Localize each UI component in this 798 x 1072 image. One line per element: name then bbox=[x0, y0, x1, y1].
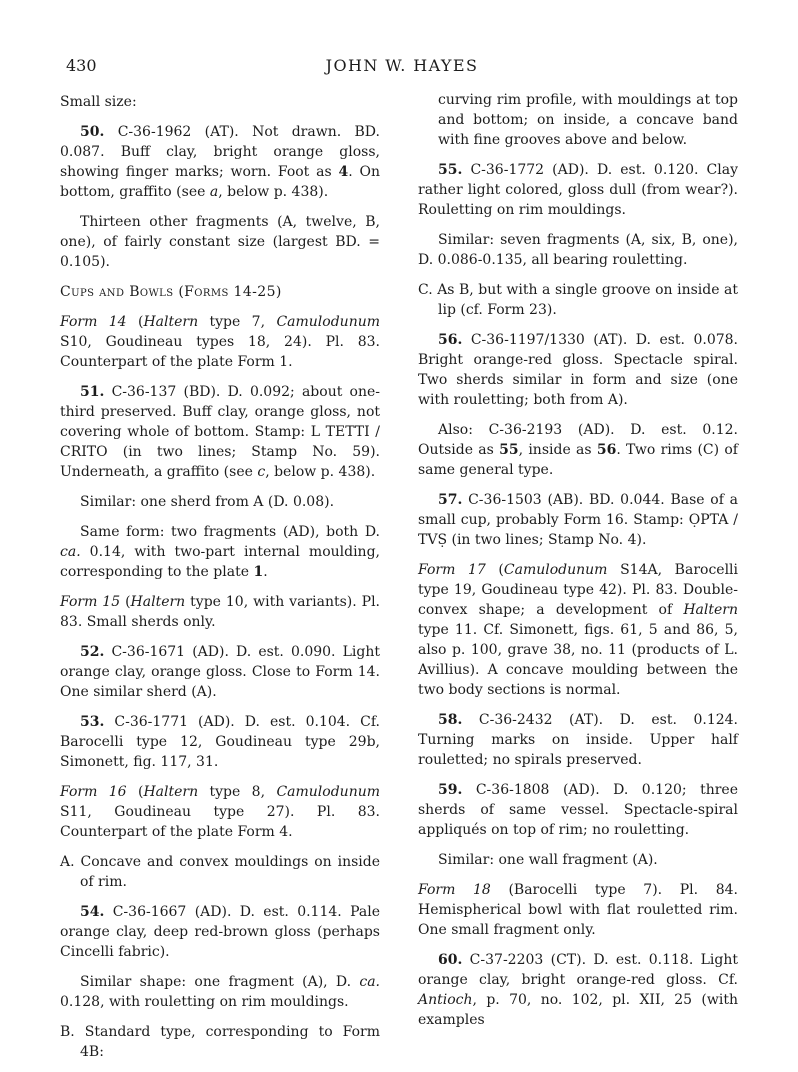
entry-text: C-36-1772 (AD). D. est. 0.120. Clay rather light colored, gloss dull (from wear?). Rouletting on rim mouldings. bbox=[418, 162, 738, 218]
form-label: Form 18 bbox=[418, 882, 491, 898]
entry-text: , p. 70, no. 102, pl. XII, 25 (with examples bbox=[418, 992, 738, 1028]
entry-text: C-36-1503 (AB). BD. 0.044. Base of a small cup, probably Form 16. Stamp: ỌPTA / TVṢ (in two lines; Stamp No. 4). bbox=[418, 492, 738, 548]
page-number: 430 bbox=[66, 56, 97, 75]
entry-number: 56. bbox=[438, 332, 463, 348]
entry-51 bbox=[60, 382, 380, 482]
form-ref: 1 bbox=[253, 564, 264, 580]
same-form bbox=[60, 522, 380, 582]
similar-51: Similar: one sherd from A (D. 0.08). bbox=[80, 494, 335, 510]
entry-58 bbox=[418, 710, 738, 770]
entry-number: 54. bbox=[80, 904, 105, 920]
text: S10, Goudineau types 18, 24). Pl. 83. Counterpart of the plate Form 1. bbox=[60, 334, 380, 370]
camulodunum-ref: Camulodunum bbox=[276, 784, 380, 800]
haltern-ref: Haltern bbox=[143, 784, 199, 800]
entry-ref: 56 bbox=[596, 442, 617, 458]
text: . Two rims (C) of same general type. bbox=[418, 442, 738, 478]
entry-53 bbox=[60, 712, 380, 772]
form-label: Form 16 bbox=[60, 784, 127, 800]
entry-text: C-36-1667 (AD). D. est. 0.114. Pale orange clay, deep red-brown gloss (perhaps Cincelli fabric). bbox=[60, 904, 380, 960]
entry-ref: 55 bbox=[499, 442, 519, 458]
form-ref: 4 bbox=[338, 164, 349, 180]
entry-55 bbox=[418, 160, 738, 220]
text: , inside as bbox=[518, 442, 597, 458]
entry-number: 60. bbox=[438, 952, 463, 968]
circa: ca. bbox=[359, 974, 380, 990]
entry-number: 53. bbox=[80, 714, 105, 730]
text: Also: C-36-2193 (AD). D. est. 0.12. Outside as bbox=[418, 422, 738, 458]
entry-number: 55. bbox=[438, 162, 463, 178]
text: type 11. Cf. Simonett, figs. 61, 5 and 86, 5, also p. 100, grave 38, no. 11 (products of L. Avillius). A concave moulding between the two body sections is normal. bbox=[418, 622, 738, 698]
text: type 7, bbox=[198, 314, 277, 330]
text: ( bbox=[120, 594, 131, 610]
entry-number: 52. bbox=[80, 644, 105, 660]
entry-56 bbox=[418, 330, 738, 410]
entry-text: , below p. 438). bbox=[218, 184, 329, 200]
entry-number: 51. bbox=[80, 384, 105, 400]
text: ( bbox=[485, 562, 504, 578]
entry-number: 59. bbox=[438, 782, 463, 798]
entry-text: . On bottom, graffito (see bbox=[60, 164, 380, 200]
entry-text: C-36-2432 (AT). D. est. 0.124. Turning marks on inside. Upper half rouletted; no spirals preserved. bbox=[418, 712, 738, 768]
form-17-intro bbox=[418, 560, 738, 700]
text: 0.14, with two-part internal moulding, corresponding to the plate bbox=[60, 544, 380, 580]
similar-59: Similar: one wall fragment (A). bbox=[438, 852, 658, 868]
similar-shape bbox=[60, 972, 380, 1012]
text: Same form: two fragments (AD), both D. bbox=[80, 524, 380, 540]
subtype-b-continued: curving rim profile, with mouldings at top and bottom; on inside, a concave band with fine grooves above and below. bbox=[438, 92, 738, 148]
entry-number: 58. bbox=[438, 712, 463, 728]
entry-59 bbox=[418, 780, 738, 840]
form-label: Form 15 bbox=[60, 594, 121, 610]
form-16-intro bbox=[60, 782, 380, 842]
graffito-ref: a bbox=[209, 184, 219, 200]
entry-text: C-36-1671 (AD). D. est. 0.090. Light orange clay, orange gloss. Close to Form 14. One similar sherd (A). bbox=[60, 644, 380, 700]
running-head: JOHN W. HAYES bbox=[325, 56, 479, 75]
entry-text: C-36-137 (BD). D. 0.092; about one-third preserved. Buff clay, orange gloss, not covering whole of bottom. Stamp: L TETTI / CRITO (in two lines; Stamp No. 59). Underneath, a graffito (see bbox=[60, 384, 380, 480]
entry-text: C-36-1808 (AD). D. 0.120; three sherds of same vessel. Spectacle-spiral appliqués on top of rim; no rouletting. bbox=[418, 782, 738, 838]
text: . bbox=[263, 564, 268, 580]
graffito-ref: c bbox=[257, 464, 266, 480]
antioch-ref: Antioch bbox=[418, 992, 473, 1008]
left-column bbox=[60, 92, 380, 1072]
haltern-ref: Haltern bbox=[683, 602, 738, 618]
entry-52 bbox=[60, 642, 380, 702]
small-size-heading: Small size: bbox=[60, 94, 137, 110]
entry-text: C-37-2203 (CT). D. est. 0.118. Light orange clay, bright orange-red gloss. Cf. bbox=[418, 952, 738, 988]
entry-number: 50. bbox=[80, 124, 105, 140]
text: 0.128, with rouletting on rim mouldings. bbox=[60, 994, 349, 1010]
subtype-c: C. As B, but with a single groove on inside at lip (cf. Form 23). bbox=[418, 282, 738, 318]
form-label: Form 17 bbox=[418, 562, 486, 578]
entry-text: , below p. 438). bbox=[265, 464, 376, 480]
form-18-intro bbox=[418, 880, 738, 940]
entry-text: C-36-1197/1330 (AT). D. est. 0.078. Bright orange-red gloss. Spectacle spiral. Two sherds similar in form and size (one with rouletting; both from A). bbox=[418, 332, 738, 408]
text: ( bbox=[126, 314, 144, 330]
text: Similar shape: one fragment (A), D. bbox=[80, 974, 360, 990]
similar-55: Similar: seven fragments (A, six, B, one), D. 0.086-0.135, all bearing rouletting. bbox=[418, 232, 738, 268]
text: type 10, with variants). Pl. 83. Small sherds only. bbox=[60, 594, 380, 630]
entry-54 bbox=[60, 902, 380, 962]
circa: ca. bbox=[60, 544, 81, 560]
camulodunum-ref: Camulodunum bbox=[503, 562, 608, 578]
entry-text: C-36-1962 (AT). Not drawn. BD. 0.087. Buff clay, bright orange gloss, showing finger marks; worn. Foot as bbox=[60, 124, 380, 180]
thirteen-fragments: Thirteen other fragments (A, twelve, B, one), of fairly constant size (largest BD. = 0.105). bbox=[60, 214, 380, 270]
page-header bbox=[66, 56, 738, 80]
entry-57 bbox=[418, 490, 738, 550]
haltern-ref: Haltern bbox=[130, 594, 186, 610]
camulodunum-ref: Camulodunum bbox=[276, 314, 380, 330]
text: S11, Goudineau type 27). Pl. 83. Counterpart of the plate Form 4. bbox=[60, 804, 380, 840]
form-label: Form 14 bbox=[60, 314, 127, 330]
entry-text: C-36-1771 (AD). D. est. 0.104. Cf. Barocelli type 12, Goudineau type 29b, Simonett, fig. 117, 31. bbox=[60, 714, 380, 770]
subtype-b: B. Standard type, corresponding to Form 4B: bbox=[60, 1024, 380, 1060]
subtype-a: A. Concave and convex mouldings on inside of rim. bbox=[60, 854, 380, 890]
form-14-intro bbox=[60, 312, 380, 372]
entry-60 bbox=[418, 950, 738, 1030]
form-15-intro bbox=[60, 592, 380, 632]
entry-50 bbox=[60, 122, 380, 202]
also-entry bbox=[418, 420, 738, 480]
text: S14A, Barocelli type 19, Goudineau type 42). Pl. 83. Double-convex shape; a development of bbox=[418, 562, 739, 618]
text: (Barocelli type 7). Pl. 84. Hemispherical bowl with flat rouletted rim. One small fragment only. bbox=[418, 882, 739, 938]
haltern-ref: Haltern bbox=[143, 314, 199, 330]
entry-number: 57. bbox=[438, 492, 463, 508]
right-column bbox=[418, 92, 738, 1040]
section-heading: Cups and Bowls (Forms 14-25) bbox=[60, 284, 282, 300]
text: type 8, bbox=[198, 784, 277, 800]
text: ( bbox=[126, 784, 144, 800]
